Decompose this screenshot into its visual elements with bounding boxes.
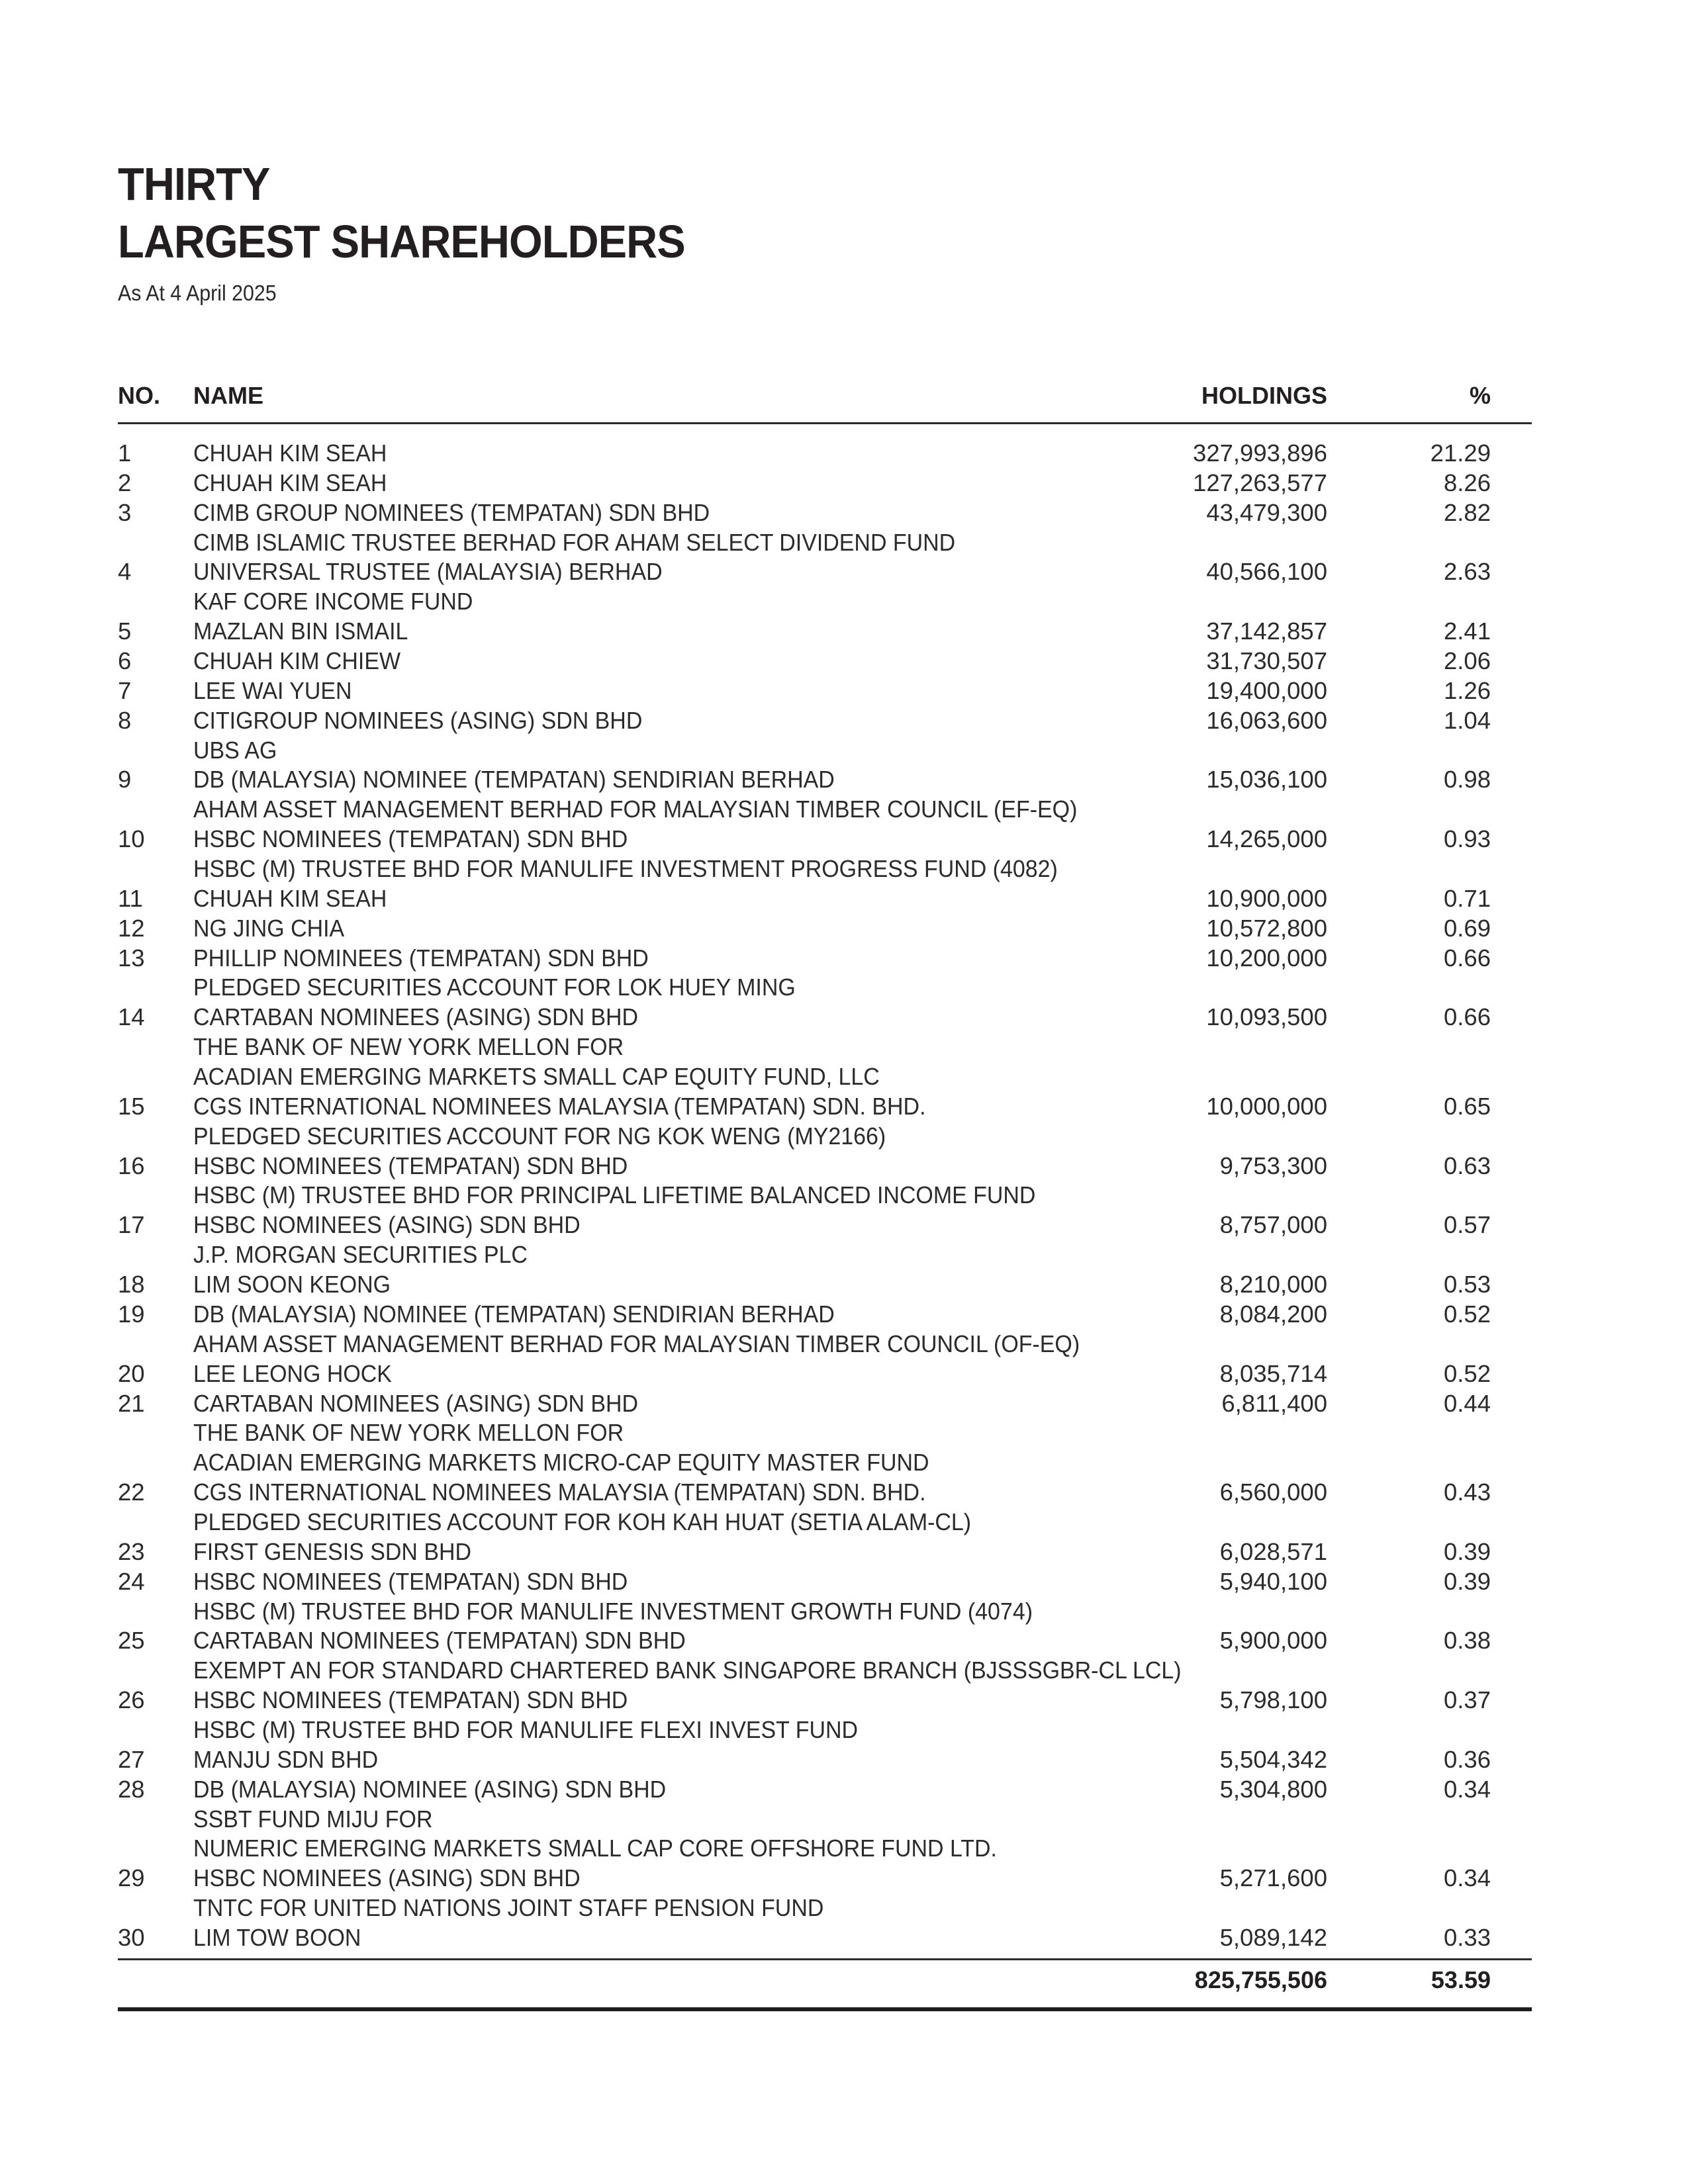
row-continuation-line xyxy=(0,528,1688,558)
shareholder-name: UNIVERSAL TRUSTEE (MALAYSIA) BERHAD xyxy=(193,558,663,586)
row-number: 21 xyxy=(118,1389,145,1417)
table-row xyxy=(0,765,1688,825)
holdings-value: 8,757,000 xyxy=(1219,1211,1327,1239)
shareholder-name: CIMB GROUP NOMINEES (TEMPATAN) SDN BHD xyxy=(193,498,710,526)
holdings-value: 5,089,142 xyxy=(1219,1923,1327,1951)
column-header-name: NAME xyxy=(193,382,263,409)
percent-value: 2.63 xyxy=(1443,558,1491,586)
percent-value: 2.82 xyxy=(1443,498,1491,526)
holdings-value: 6,811,400 xyxy=(1221,1389,1327,1417)
row-primary-line xyxy=(0,1745,1688,1775)
title-line-2: LARGEST SHAREHOLDERS xyxy=(118,216,685,267)
percent-value: 0.37 xyxy=(1443,1686,1491,1714)
percent-value: 0.34 xyxy=(1443,1864,1491,1892)
shareholder-name: LIM SOON KEONG xyxy=(193,1271,391,1298)
shareholder-name: CHUAH KIM SEAH xyxy=(193,884,387,912)
percent-value: 0.39 xyxy=(1443,1567,1491,1595)
row-primary-line xyxy=(0,498,1688,528)
holdings-value: 327,993,896 xyxy=(1193,439,1327,467)
shareholder-name: FIRST GENESIS SDN BHD xyxy=(193,1537,471,1565)
table-row xyxy=(0,1300,1688,1359)
row-number: 15 xyxy=(118,1092,145,1120)
shareholder-name: CHUAH KIM SEAH xyxy=(193,469,387,496)
table-end-rule xyxy=(118,2007,1532,2011)
table-row xyxy=(0,676,1688,706)
table-row xyxy=(0,1923,1688,1953)
holdings-value: 5,798,100 xyxy=(1219,1686,1327,1714)
percent-value: 0.66 xyxy=(1443,944,1491,972)
holdings-value: 9,753,300 xyxy=(1219,1152,1327,1179)
row-primary-line xyxy=(0,825,1688,854)
percent-value: 0.93 xyxy=(1443,825,1491,853)
table-row xyxy=(0,1003,1688,1092)
shareholder-name: AHAM ASSET MANAGEMENT BERHAD FOR MALAYSIAN TIMBER COUNCIL (OF-EQ) xyxy=(193,1330,1080,1357)
row-continuation-line xyxy=(0,1656,1688,1686)
shareholder-name: CHUAH KIM CHIEW xyxy=(193,647,401,675)
row-number: 3 xyxy=(118,498,132,526)
table-row xyxy=(0,706,1688,766)
table-row xyxy=(0,1686,1688,1745)
row-primary-line xyxy=(0,617,1688,647)
row-primary-line xyxy=(0,1210,1688,1240)
table-row xyxy=(0,1152,1688,1211)
table-row xyxy=(0,825,1688,884)
percent-value: 0.52 xyxy=(1443,1359,1491,1387)
shareholder-name: SSBT FUND MIJU FOR xyxy=(193,1805,433,1833)
row-primary-line xyxy=(0,1152,1688,1181)
shareholder-name: HSBC NOMINEES (ASING) SDN BHD xyxy=(193,1864,581,1892)
holdings-value: 8,210,000 xyxy=(1219,1271,1327,1298)
shareholder-name: HSBC NOMINEES (TEMPATAN) SDN BHD xyxy=(193,1152,628,1179)
row-number: 8 xyxy=(118,706,132,734)
table-row xyxy=(0,1775,1688,1864)
row-number: 30 xyxy=(118,1923,145,1951)
shareholder-name: HSBC (M) TRUSTEE BHD FOR MANULIFE INVESTMENT GROWTH FUND (4074) xyxy=(193,1597,1033,1625)
table-row xyxy=(0,914,1688,944)
holdings-value: 5,504,342 xyxy=(1219,1745,1327,1773)
row-number: 20 xyxy=(118,1359,145,1387)
percent-value: 0.57 xyxy=(1443,1211,1491,1239)
shareholder-name: THE BANK OF NEW YORK MELLON FOR xyxy=(193,1033,624,1061)
table-row xyxy=(0,884,1688,914)
shareholder-name: ACADIAN EMERGING MARKETS SMALL CAP EQUITY FUND, LLC xyxy=(193,1063,880,1091)
row-number: 14 xyxy=(118,1003,145,1031)
shareholder-name: PLEDGED SECURITIES ACCOUNT FOR LOK HUEY MING xyxy=(193,974,796,1001)
percent-value: 2.06 xyxy=(1443,647,1491,675)
shareholder-name: CHUAH KIM SEAH xyxy=(193,439,387,467)
shareholder-name: AHAM ASSET MANAGEMENT BERHAD FOR MALAYSIAN TIMBER COUNCIL (EF-EQ) xyxy=(193,796,1078,823)
holdings-value: 14,265,000 xyxy=(1206,825,1327,853)
row-continuation-line xyxy=(0,1715,1688,1745)
shareholder-name: CGS INTERNATIONAL NOMINEES MALAYSIA (TEMPATAN) SDN. BHD. xyxy=(193,1092,926,1120)
row-primary-line xyxy=(0,1567,1688,1597)
total-holdings: 825,755,506 xyxy=(1194,1966,1327,1993)
shareholder-name: PLEDGED SECURITIES ACCOUNT FOR KOH KAH HUAT (SETIA ALAM-CL) xyxy=(193,1508,972,1535)
row-primary-line xyxy=(0,1864,1688,1893)
row-continuation-line xyxy=(0,587,1688,617)
holdings-value: 16,063,600 xyxy=(1206,706,1327,734)
shareholder-name: NUMERIC EMERGING MARKETS SMALL CAP CORE OFFSHORE FUND LTD. xyxy=(193,1835,997,1862)
row-primary-line xyxy=(0,1092,1688,1122)
row-number: 5 xyxy=(118,617,132,645)
header-divider xyxy=(118,422,1532,424)
table-row xyxy=(0,1270,1688,1300)
holdings-value: 6,028,571 xyxy=(1219,1537,1327,1565)
row-primary-line xyxy=(0,884,1688,914)
shareholder-name: LIM TOW BOON xyxy=(193,1923,361,1951)
row-primary-line xyxy=(0,1775,1688,1805)
row-number: 12 xyxy=(118,914,145,942)
shareholder-name: PHILLIP NOMINEES (TEMPATAN) SDN BHD xyxy=(193,944,649,972)
row-number: 9 xyxy=(118,766,132,794)
row-primary-line xyxy=(0,1626,1688,1656)
row-primary-line xyxy=(0,706,1688,736)
row-number: 25 xyxy=(118,1627,145,1655)
percent-value: 0.53 xyxy=(1443,1271,1491,1298)
table-row xyxy=(0,1092,1688,1152)
row-primary-line xyxy=(0,439,1688,469)
holdings-value: 43,479,300 xyxy=(1206,498,1327,526)
shareholder-name: DB (MALAYSIA) NOMINEE (ASING) SDN BHD xyxy=(193,1775,667,1803)
table-row xyxy=(0,1626,1688,1686)
shareholder-name: MANJU SDN BHD xyxy=(193,1745,379,1773)
shareholder-name: HSBC (M) TRUSTEE BHD FOR PRINCIPAL LIFETIME BALANCED INCOME FUND xyxy=(193,1181,1036,1209)
holdings-value: 40,566,100 xyxy=(1206,558,1327,586)
shareholder-name: KAF CORE INCOME FUND xyxy=(193,588,473,615)
percent-value: 0.65 xyxy=(1443,1092,1491,1120)
row-number: 23 xyxy=(118,1537,145,1565)
table-row xyxy=(0,1359,1688,1389)
row-primary-line xyxy=(0,1270,1688,1300)
row-primary-line xyxy=(0,1300,1688,1330)
holdings-value: 19,400,000 xyxy=(1206,676,1327,704)
row-primary-line xyxy=(0,1478,1688,1508)
shareholder-name: CARTABAN NOMINEES (ASING) SDN BHD xyxy=(193,1389,639,1417)
row-primary-line xyxy=(0,1389,1688,1419)
percent-value: 2.41 xyxy=(1443,617,1491,645)
percent-value: 0.33 xyxy=(1443,1923,1491,1951)
row-primary-line xyxy=(0,1003,1688,1032)
table-row xyxy=(0,1745,1688,1775)
row-primary-line xyxy=(0,1923,1688,1953)
title-line-1: THIRTY xyxy=(118,158,270,210)
row-number: 16 xyxy=(118,1152,145,1179)
row-continuation-line xyxy=(0,1181,1688,1210)
shareholder-name: NG JING CHIA xyxy=(193,914,345,942)
table-row xyxy=(0,439,1688,469)
row-continuation-line xyxy=(0,973,1688,1003)
percent-value: 0.34 xyxy=(1443,1775,1491,1803)
row-number: 28 xyxy=(118,1775,145,1803)
row-continuation-line xyxy=(0,1240,1688,1270)
row-primary-line xyxy=(0,1686,1688,1715)
row-primary-line xyxy=(0,1537,1688,1567)
shareholder-name: DB (MALAYSIA) NOMINEE (TEMPATAN) SENDIRIAN BERHAD xyxy=(193,766,835,794)
shareholder-name: LEE LEONG HOCK xyxy=(193,1359,392,1387)
row-continuation-line xyxy=(0,1508,1688,1537)
shareholder-name: CARTABAN NOMINEES (TEMPATAN) SDN BHD xyxy=(193,1627,686,1655)
row-number: 6 xyxy=(118,647,132,675)
row-continuation-line xyxy=(0,795,1688,825)
row-number: 7 xyxy=(118,676,132,704)
row-continuation-line xyxy=(0,1032,1688,1062)
row-number: 2 xyxy=(118,469,132,496)
percent-value: 8.26 xyxy=(1443,469,1491,496)
row-primary-line xyxy=(0,469,1688,498)
row-continuation-line xyxy=(0,1893,1688,1923)
as-at-date: As At 4 April 2025 xyxy=(118,281,277,305)
row-primary-line xyxy=(0,557,1688,587)
row-continuation-line xyxy=(0,1062,1688,1092)
row-number: 13 xyxy=(118,944,145,972)
row-number: 18 xyxy=(118,1271,145,1298)
table-row xyxy=(0,1389,1688,1479)
column-header-no: NO. xyxy=(118,382,161,409)
shareholder-name: THE BANK OF NEW YORK MELLON FOR xyxy=(193,1419,624,1447)
shareholder-name: HSBC (M) TRUSTEE BHD FOR MANULIFE INVESTMENT PROGRESS FUND (4082) xyxy=(193,855,1058,883)
percent-value: 0.98 xyxy=(1443,766,1491,794)
table-row xyxy=(0,944,1688,1003)
total-divider xyxy=(118,1958,1532,1960)
shareholder-name: HSBC NOMINEES (ASING) SDN BHD xyxy=(193,1211,581,1239)
percent-value: 0.44 xyxy=(1443,1389,1491,1417)
percent-value: 0.52 xyxy=(1443,1300,1491,1328)
row-continuation-line xyxy=(0,1418,1688,1448)
row-number: 10 xyxy=(118,825,145,853)
row-continuation-line xyxy=(0,1597,1688,1627)
row-continuation-line xyxy=(0,1834,1688,1864)
row-number: 26 xyxy=(118,1686,145,1714)
percent-value: 0.39 xyxy=(1443,1537,1491,1565)
holdings-value: 10,572,800 xyxy=(1206,914,1327,942)
row-primary-line xyxy=(0,914,1688,944)
percent-value: 0.71 xyxy=(1443,884,1491,912)
table-row xyxy=(0,498,1688,558)
shareholder-name: HSBC NOMINEES (TEMPATAN) SDN BHD xyxy=(193,825,628,853)
table-row xyxy=(0,1210,1688,1270)
shareholder-name: TNTC FOR UNITED NATIONS JOINT STAFF PENSION FUND xyxy=(193,1894,824,1922)
row-continuation-line xyxy=(0,1122,1688,1152)
shareholder-name: DB (MALAYSIA) NOMINEE (TEMPATAN) SENDIRIAN BERHAD xyxy=(193,1300,835,1328)
table-row xyxy=(0,1864,1688,1923)
percent-value: 0.63 xyxy=(1443,1152,1491,1179)
shareholder-name: CARTABAN NOMINEES (ASING) SDN BHD xyxy=(193,1003,639,1031)
holdings-value: 31,730,507 xyxy=(1206,647,1327,675)
holdings-value: 10,093,500 xyxy=(1206,1003,1327,1031)
row-primary-line xyxy=(0,647,1688,676)
holdings-value: 8,084,200 xyxy=(1219,1300,1327,1328)
row-primary-line xyxy=(0,1359,1688,1389)
row-primary-line xyxy=(0,765,1688,795)
shareholder-name: HSBC NOMINEES (TEMPATAN) SDN BHD xyxy=(193,1567,628,1595)
row-number: 19 xyxy=(118,1300,145,1328)
row-continuation-line xyxy=(0,1448,1688,1478)
total-percent: 53.59 xyxy=(1430,1966,1491,1993)
row-continuation-line xyxy=(0,736,1688,766)
shareholder-name: HSBC NOMINEES (TEMPATAN) SDN BHD xyxy=(193,1686,628,1714)
percent-value: 0.38 xyxy=(1443,1627,1491,1655)
row-continuation-line xyxy=(0,854,1688,884)
holdings-value: 5,940,100 xyxy=(1219,1567,1327,1595)
holdings-value: 5,271,600 xyxy=(1219,1864,1327,1892)
percent-value: 0.36 xyxy=(1443,1745,1491,1773)
percent-value: 0.69 xyxy=(1443,914,1491,942)
table-row xyxy=(0,557,1688,617)
table-row xyxy=(0,1567,1688,1627)
column-header-holdings: HOLDINGS xyxy=(1201,382,1327,409)
shareholder-name: CGS INTERNATIONAL NOMINEES MALAYSIA (TEMPATAN) SDN. BHD. xyxy=(193,1479,926,1506)
shareholder-name: CIMB ISLAMIC TRUSTEE BERHAD FOR AHAM SELECT DIVIDEND FUND xyxy=(193,528,956,556)
holdings-value: 15,036,100 xyxy=(1206,766,1327,794)
holdings-value: 5,304,800 xyxy=(1219,1775,1327,1803)
holdings-value: 127,263,577 xyxy=(1193,469,1327,496)
percent-value: 1.26 xyxy=(1443,676,1491,704)
holdings-value: 37,142,857 xyxy=(1206,617,1327,645)
row-continuation-line xyxy=(0,1330,1688,1359)
row-number: 4 xyxy=(118,558,132,586)
percent-value: 0.43 xyxy=(1443,1479,1491,1506)
row-primary-line xyxy=(0,676,1688,706)
shareholder-name: LEE WAI YUEN xyxy=(193,676,352,704)
shareholder-name: UBS AG xyxy=(193,736,277,764)
holdings-value: 8,035,714 xyxy=(1219,1359,1327,1387)
percent-value: 1.04 xyxy=(1443,706,1491,734)
shareholder-name: J.P. MORGAN SECURITIES PLC xyxy=(193,1241,528,1269)
row-number: 27 xyxy=(118,1745,145,1773)
row-number: 22 xyxy=(118,1479,145,1506)
row-number: 29 xyxy=(118,1864,145,1892)
table-row xyxy=(0,1478,1688,1537)
row-number: 1 xyxy=(118,439,132,467)
holdings-value: 10,200,000 xyxy=(1206,944,1327,972)
shareholder-name: MAZLAN BIN ISMAIL xyxy=(193,617,408,645)
shareholder-name: HSBC (M) TRUSTEE BHD FOR MANULIFE FLEXI INVEST FUND xyxy=(193,1715,859,1743)
shareholder-name: EXEMPT AN FOR STANDARD CHARTERED BANK SINGAPORE BRANCH (BJSSSGBR-CL LCL) xyxy=(193,1657,1182,1684)
shareholder-name: PLEDGED SECURITIES ACCOUNT FOR NG KOK WENG (MY2166) xyxy=(193,1122,886,1150)
holdings-value: 10,900,000 xyxy=(1206,884,1327,912)
row-number: 11 xyxy=(118,884,143,912)
row-continuation-line xyxy=(0,1805,1688,1835)
shareholders-table-body xyxy=(0,439,1688,1953)
table-row xyxy=(0,647,1688,676)
shareholder-name: CITIGROUP NOMINEES (ASING) SDN BHD xyxy=(193,706,643,734)
row-number: 24 xyxy=(118,1567,145,1595)
percent-value: 21.29 xyxy=(1430,439,1491,467)
table-row xyxy=(0,1537,1688,1567)
shareholder-name: ACADIAN EMERGING MARKETS MICRO-CAP EQUITY MASTER FUND xyxy=(193,1449,929,1477)
row-number: 17 xyxy=(118,1211,145,1239)
table-row xyxy=(0,469,1688,498)
table-row xyxy=(0,617,1688,647)
row-primary-line xyxy=(0,944,1688,974)
holdings-value: 5,900,000 xyxy=(1219,1627,1327,1655)
column-header-percent: % xyxy=(1469,382,1491,409)
holdings-value: 6,560,000 xyxy=(1219,1479,1327,1506)
percent-value: 0.66 xyxy=(1443,1003,1491,1031)
holdings-value: 10,000,000 xyxy=(1206,1092,1327,1120)
